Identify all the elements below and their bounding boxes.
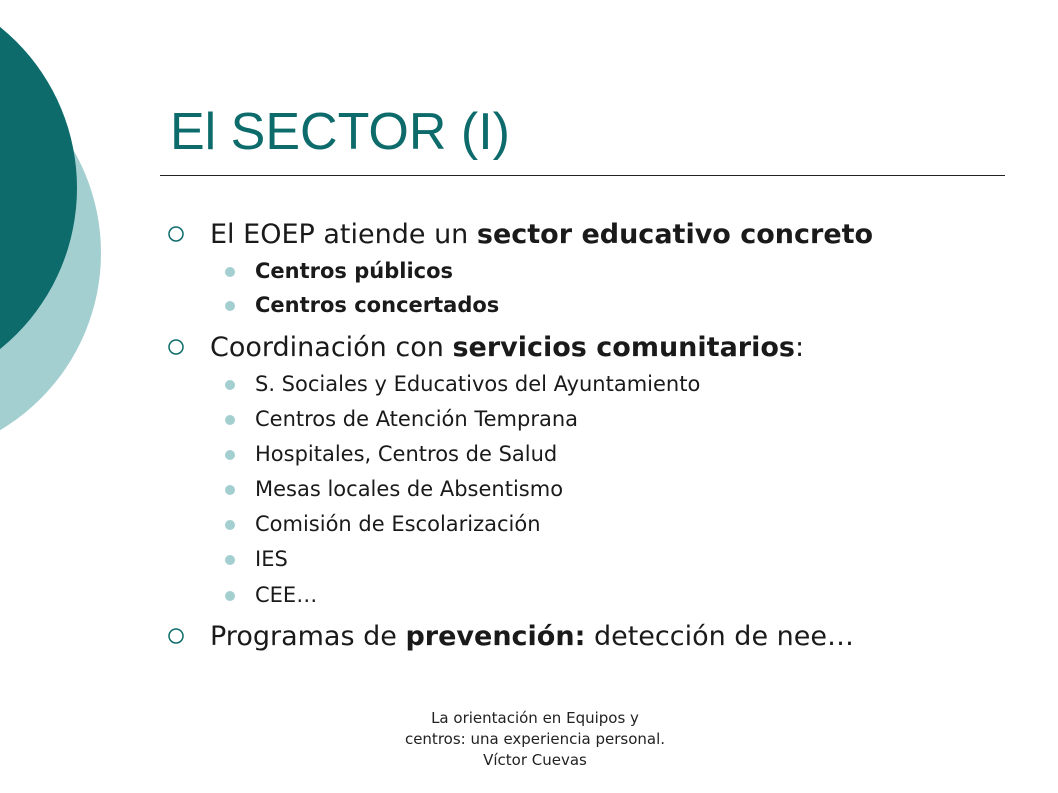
title-divider [160, 175, 1005, 176]
ring-bullet-icon [165, 336, 187, 358]
sub-item-text: Mesas locales de Absentismo [255, 477, 564, 501]
slide-footer [340, 708, 730, 771]
light-teal-circle [0, 47, 101, 459]
sub-item-text: Centros de Atención Temprana [255, 407, 579, 431]
dot-bullet-icon [225, 301, 235, 311]
bullet-text: Programas de prevención: detección de nee… [210, 621, 854, 652]
ring-bullet-icon [165, 625, 187, 647]
footer-line: centros: una experiencia personal. [404, 730, 666, 748]
sub-item-text: Centros públicos [255, 259, 454, 283]
dot-bullet-icon [225, 415, 235, 425]
dot-bullet-icon [225, 555, 235, 565]
sub-item-text: S. Sociales y Educativos del Ayuntamiento [255, 372, 701, 396]
slide-title: El SECTOR (I) [170, 103, 510, 161]
dot-bullet-icon [225, 520, 235, 530]
dot-bullet-icon [225, 380, 235, 390]
footer-line: Víctor Cuevas [483, 751, 587, 769]
dot-bullet-icon [225, 485, 235, 495]
sub-item-text: CEE… [255, 583, 318, 607]
sub-item-text: Comisión de Escolarización [255, 512, 541, 536]
sub-item-text: Hospitales, Centros de Salud [255, 442, 558, 466]
sub-item-text: Centros concertados [255, 293, 500, 317]
dot-bullet-icon [225, 450, 235, 460]
bullet-text: El EOEP atiende un sector educativo concreto [210, 219, 874, 250]
dot-bullet-icon [225, 267, 235, 277]
bullet-text: Coordinación con servicios comunitarios: [210, 332, 805, 363]
footer-line: La orientación en Equipos y [431, 709, 639, 727]
dot-bullet-icon [225, 591, 235, 601]
sub-item-text: IES [255, 547, 288, 571]
dark-teal-circle [0, 0, 77, 395]
ring-bullet-icon [165, 223, 187, 245]
